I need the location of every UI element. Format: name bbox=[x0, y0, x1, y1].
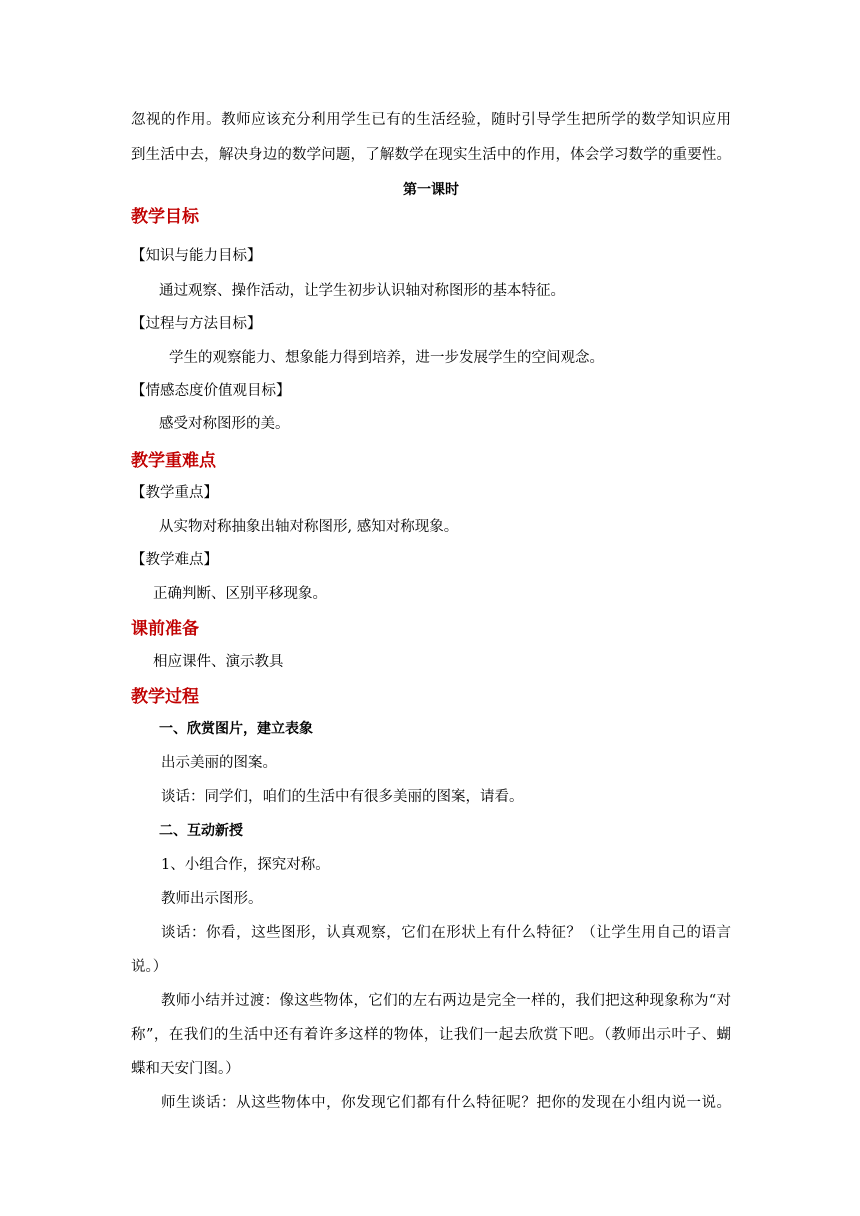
knowledge-goal-text: 通过观察、操作活动，让学生初步认识轴对称图形的基本特征。 bbox=[159, 283, 565, 299]
intro-line-2: 到生活中去，解决身边的数学问题，了解数学在现实生活中的作用，体会学习数学的重要性。 bbox=[131, 147, 731, 163]
section-1-paragraph-1: 出示美丽的图案。 bbox=[161, 755, 277, 771]
difficulty-label: 【教学难点】 bbox=[131, 552, 218, 568]
lesson-title: 第一课时 bbox=[403, 182, 459, 198]
focus-text: 从实物对称抽象出轴对称图形, 感知对称现象。 bbox=[159, 519, 459, 535]
section-2-paragraph-4-line-3: 蝶和天安门图。） bbox=[131, 1061, 240, 1077]
process-heading: 教学过程 bbox=[131, 687, 199, 707]
section-2-paragraph-3-line-2: 说。） bbox=[131, 959, 168, 975]
document-page bbox=[131, 0, 731, 1216]
section-2-title: 二、互动新授 bbox=[159, 823, 243, 839]
focus-label: 【教学重点】 bbox=[131, 485, 218, 501]
section-2-paragraph-3-line-1: 谈话：你看，这些图形，认真观察，它们在形状上有什么特征？（让学生用自己的语言 bbox=[161, 925, 731, 941]
emotion-goal-text: 感受对称图形的美。 bbox=[159, 416, 290, 432]
intro-line-1: 忽视的作用。教师应该充分利用学生已有的生活经验，随时引导学生把所学的数学知识应用 bbox=[131, 112, 731, 128]
knowledge-goal-label: 【知识与能力目标】 bbox=[131, 248, 262, 264]
section-1-title: 一、欣赏图片，建立表象 bbox=[159, 721, 313, 737]
section-2-paragraph-4-line-1: 教师小结并过渡：像这些物体，它们的左右两边是完全一样的，我们把这种现象称为“对 bbox=[161, 993, 731, 1009]
section-1-paragraph-2: 谈话：同学们，咱们的生活中有很多美丽的图案，请看。 bbox=[161, 789, 524, 805]
process-goal-text: 学生的观察能力、想象能力得到培养，进一步发展学生的空间观念。 bbox=[169, 350, 604, 366]
preparation-heading: 课前准备 bbox=[131, 619, 199, 639]
emotion-goal-label: 【情感态度价值观目标】 bbox=[131, 383, 291, 399]
process-goal-label: 【过程与方法目标】 bbox=[131, 316, 262, 332]
section-2-paragraph-2: 教师出示图形。 bbox=[161, 891, 263, 907]
section-2-paragraph-1: 1、小组合作，探究对称。 bbox=[161, 857, 330, 873]
difficulty-text: 正确判断、区别平移现象。 bbox=[153, 586, 327, 602]
preparation-text: 相应课件、演示教具 bbox=[153, 654, 284, 670]
goals-heading: 教学目标 bbox=[131, 207, 199, 227]
section-2-paragraph-4-line-2: 称”，在我们的生活中还有着许多这样的物体，让我们一起去欣赏下吧。（教师出示叶子、蝴 bbox=[131, 1027, 731, 1043]
section-2-paragraph-5: 师生谈话：从这些物体中，你发现它们都有什么特征呢？把你的发现在小组内说一说。 bbox=[161, 1095, 731, 1111]
key-points-heading: 教学重难点 bbox=[131, 451, 216, 471]
